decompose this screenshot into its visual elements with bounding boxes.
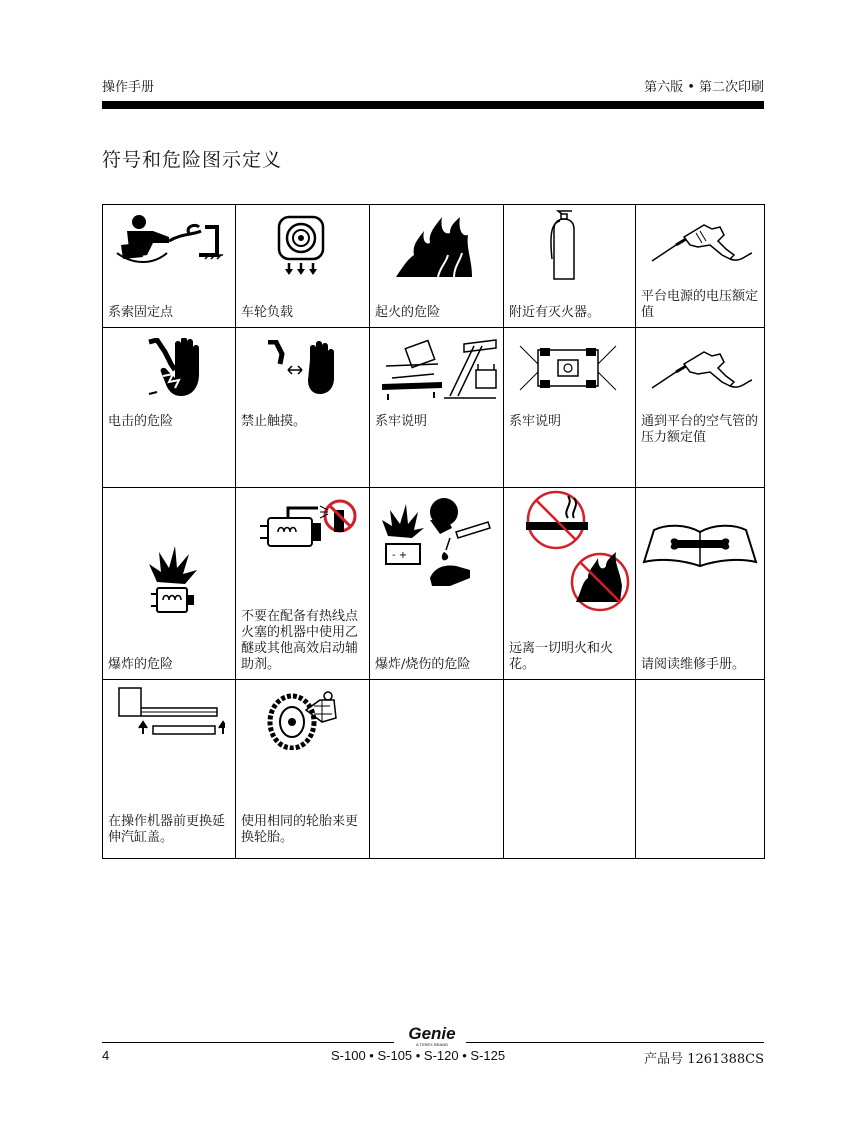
symbol-cell [636,328,765,488]
page-title: 符号和危险图示定义 [102,149,283,171]
header-manual-title: 操作手册 [102,80,155,95]
empty-cell [636,680,765,859]
symbol-caption: 不要在配备有热线点火塞的机器中使用乙醚或其他高效启动辅助剂。 [241,609,359,672]
symbol-caption: 系索固定点 [108,305,174,320]
page-number: 4 [102,1048,110,1063]
wheel-load-icon [276,215,326,277]
tire-replace-icon [266,688,340,750]
symbol-caption: 使用相同的轮胎来更换轮胎。 [241,814,359,845]
symbol-caption: 在操作机器前更换延伸汽缸盖。 [108,814,226,845]
symbol-cell [103,328,236,488]
fire-extinguisher-icon [544,209,584,281]
footer-rule [102,1042,394,1043]
symbol-cell [370,205,504,328]
no-smoking-no-flame-icon [518,490,630,614]
symbol-caption: 附近有灭火器。 [509,305,601,320]
header-rule [102,101,764,109]
symbol-cell [236,205,370,328]
fire-hazard-icon [394,215,474,279]
svg-text:- +: - + [392,550,408,561]
symbol-cell [370,488,504,680]
symbol-cell [504,205,636,328]
symbol-cell [504,488,636,680]
symbol-caption: 电击的危险 [108,414,174,429]
symbol-caption: 车轮负载 [241,305,294,320]
tie-down-top-icon [518,344,618,392]
symbol-caption: 系牢说明 [509,414,562,429]
read-manual-icon [642,522,758,570]
no-ether-icon [258,496,358,550]
genie-logo: Genie A TEREX BRAND [408,1024,456,1047]
symbol-caption: 爆炸/烧伤的危险 [375,657,471,672]
symbol-cell [103,680,236,859]
air-line-icon [650,346,754,394]
lanyard-anchor-icon [113,213,225,269]
no-touch-icon [266,340,338,394]
symbol-caption: 平台电源的电压额定值 [641,289,759,320]
header-edition: 第六版 • 第二次印刷 [644,80,764,95]
symbol-cell [504,328,636,488]
symbol-cell [103,205,236,328]
symbol-caption: 通到平台的空气管的压力额定值 [641,414,759,445]
symbol-cell [236,328,370,488]
battery-burn-icon [380,494,496,590]
replace-cylinder-cover-icon [113,686,225,738]
empty-cell [504,680,636,859]
symbol-cell [236,680,370,859]
part-number: 产品号 1261388CS [644,1052,764,1067]
symbol-caption: 爆炸的危险 [108,657,174,672]
tie-down-side-icon [378,334,498,400]
symbol-cell [236,488,370,680]
explosion-hazard-icon [143,544,199,616]
electrocution-hazard-icon [147,338,211,398]
symbol-caption: 系牢说明 [375,414,428,429]
symbol-table [102,204,765,859]
footer-rule [466,1042,764,1043]
symbol-caption: 请阅读维修手册。 [641,657,746,672]
model-list: S-100 • S-105 • S-120 • S-125 [331,1048,506,1063]
symbol-caption: 起火的危险 [375,305,441,320]
symbol-cell [370,328,504,488]
symbol-cell [636,488,765,680]
symbol-caption: 禁止触摸。 [241,414,307,429]
symbol-caption: 远离一切明火和火花。 [509,641,614,672]
symbol-cell [636,205,765,328]
symbol-cell [103,488,236,680]
power-plug-icon [650,219,754,267]
empty-cell [370,680,504,859]
